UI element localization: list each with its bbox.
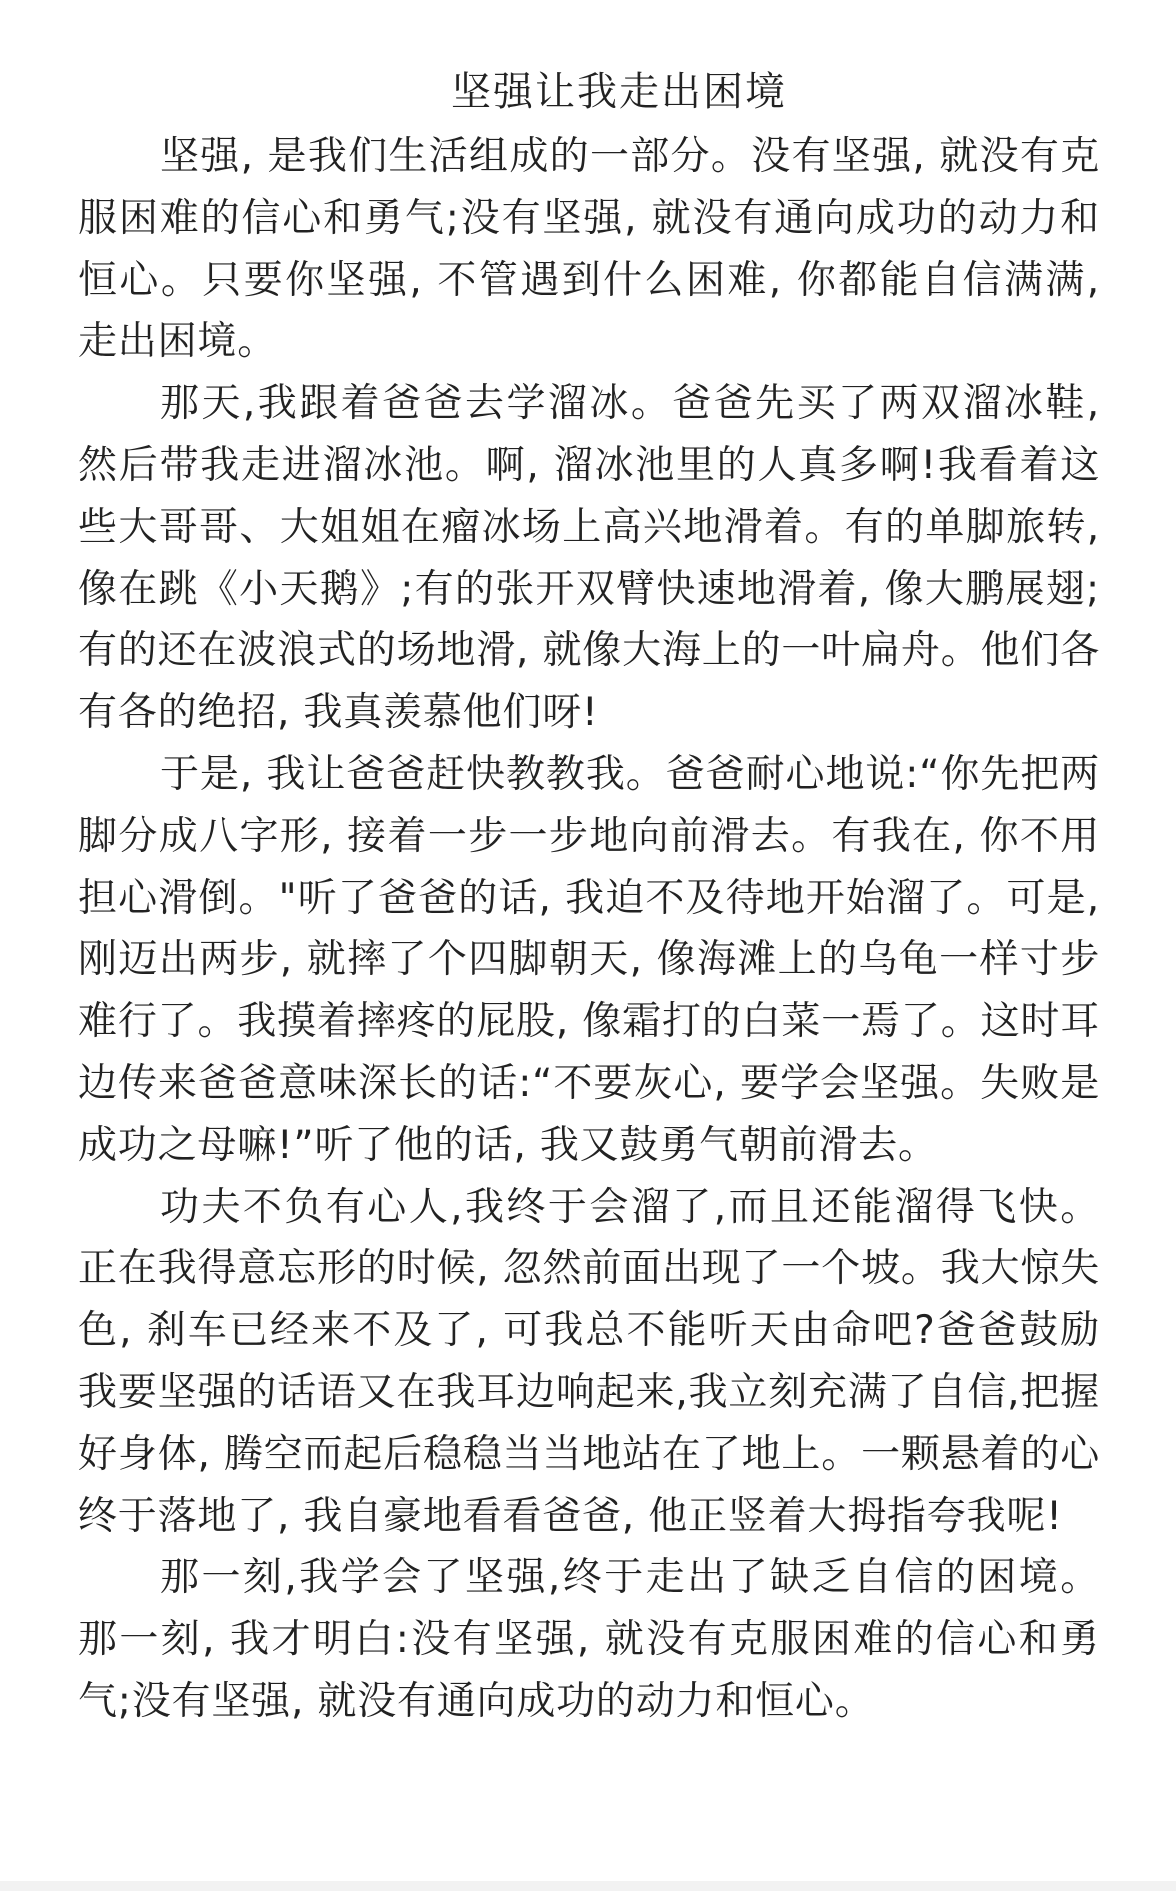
- paragraph-3: 于是, 我让爸爸赶快教教我。爸爸耐心地说:“你先把两脚分成八字形, 接着一步一步地向前滑去。有我在, 你不用担心滑倒。"听了爸爸的话, 我迫不及待地开始溜了。可是, 刚迈出两步, 就摔了个四脚朝天, 像海滩上的乌龟一样寸步难行了。我摸着摔疼的屁股, 像霜打的白菜一焉了。这时耳边传来爸爸意味深长的话:“不要灰心, 要学会坚强。失败是成功之母嘛!”听了他的话, 我又鼓勇气朝前滑去。: [78, 751, 1100, 1168]
- page-bottom-edge: [0, 1881, 1176, 1891]
- paragraph-2: 那天,我跟着爸爸去学溜冰。爸爸先买了两双溜冰鞋,然后带我走进溜冰池。啊, 溜冰池里的人真多啊!我看着这些大哥哥、大姐姐在瘤冰场上高兴地滑着。有的单脚旅转, 像在跳《小天鹅》;有的张开双臂快速地滑着, 像大鹏展翅;有的还在波浪式的场地滑, 就像大海上的一叶扁舟。他们各有各的绝招, 我真羡慕他们呀!: [78, 381, 1100, 736]
- paragraph-5: 那一刻,我学会了坚强,终于走出了缺乏自信的困境。那一刻, 我才明白:没有坚强, 就没有克服困难的信心和勇气;没有坚强, 就没有通向成功的动力和恒心。: [78, 1555, 1100, 1724]
- paragraph-4: 功夫不负有心人,我终于会溜了,而且还能溜得飞快。正在我得意忘形的时候, 忽然前面出现了一个坡。我大惊失色, 刹车已经来不及了, 可我总不能听天由命吧?爸爸鼓励我要坚强的话语又在我耳边响起来,我立刻充满了自信,把握好身体, 腾空而起后稳稳当当地站在了地上。一颗悬着的心终于落地了, 我自豪地看看爸爸, 他正竖着大拇指夸我呢!: [78, 1184, 1100, 1539]
- paragraph-1: 坚强, 是我们生活组成的一部分。没有坚强, 就没有克服困难的信心和勇气;没有坚强, 就没有通向成功的动力和恒心。只要你坚强, 不管遇到什么困难, 你都能自信满满, 走出困境。: [78, 134, 1100, 365]
- essay-title: 坚强让我走出困境: [451, 69, 787, 115]
